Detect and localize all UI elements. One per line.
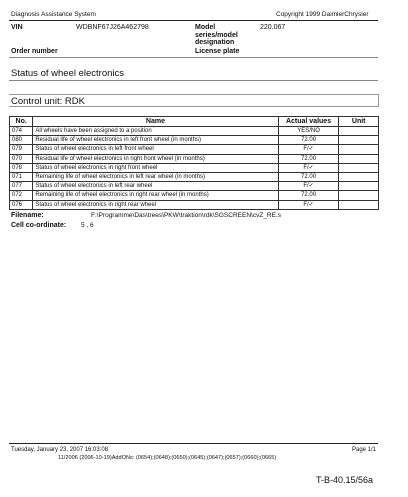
- row-actual-value: F/✓: [278, 145, 339, 154]
- row-unit: [339, 163, 379, 172]
- row-number: 078: [10, 163, 33, 172]
- row-actual-value: F/✓: [278, 163, 339, 172]
- table-row: [10, 200, 379, 209]
- row-actual-value: F/✓: [278, 182, 339, 191]
- row-number: 072: [10, 191, 33, 200]
- cell-coordinate-value: 5 , 6: [81, 222, 94, 229]
- status-title: Status of wheel electronics: [11, 68, 125, 79]
- table-row: [10, 182, 379, 191]
- row-unit: [339, 191, 379, 200]
- table-row: [10, 154, 379, 163]
- table-row: [10, 145, 379, 154]
- values-table: [9, 116, 379, 210]
- order-number-label: Order number: [11, 48, 58, 55]
- status-divider: [9, 80, 378, 81]
- column-header-no: No.: [10, 117, 33, 127]
- row-name: Status of wheel electronics in right front wheel: [33, 163, 278, 172]
- row-actual-value: F/✓: [278, 200, 339, 209]
- row-actual-value: 72.00: [278, 191, 339, 200]
- vin-label: VIN: [11, 24, 23, 31]
- row-name: Status of wheel electronics in right rear wheel: [33, 200, 278, 209]
- header-divider: [9, 20, 378, 21]
- footer-divider: [9, 443, 378, 444]
- row-name: Remaining life of wheel electronics in left rear wheel (in months): [33, 172, 278, 181]
- row-name: Status of wheel electronics in left rear wheel: [33, 182, 278, 191]
- filename-label: Filename:: [11, 212, 44, 219]
- row-unit: [339, 145, 379, 154]
- table-row: [10, 163, 379, 172]
- row-unit: [339, 200, 379, 209]
- column-header-unit: Unit: [339, 117, 379, 127]
- vehicle-divider: [9, 57, 378, 58]
- row-unit: [339, 127, 379, 136]
- control-unit-title: Control unit: RDK: [11, 96, 85, 107]
- model-value: 220.067: [260, 24, 286, 31]
- row-name: Residual life of wheel electronics in right front wheel (in months): [33, 154, 278, 163]
- row-number: 077: [10, 182, 33, 191]
- row-number: 080: [10, 136, 33, 145]
- row-name: All wheels have been assigned to a position: [33, 127, 278, 136]
- column-header-actual-values: Actual values: [278, 117, 339, 127]
- table-header-row: [10, 117, 379, 127]
- column-header-name: Name: [33, 117, 278, 127]
- row-actual-value: 72.00: [278, 154, 339, 163]
- table-row: [10, 127, 379, 136]
- cell-coordinate-label: Cell co-ordinate:: [11, 222, 67, 229]
- row-unit: [339, 136, 379, 145]
- row-number: 070: [10, 154, 33, 163]
- row-actual-value: 72.00: [278, 136, 339, 145]
- table-row: [10, 191, 379, 200]
- row-number: 074: [10, 127, 33, 136]
- row-name: Residual life of wheel electronics in left front wheel (in months): [33, 136, 278, 145]
- row-number: 076: [10, 200, 33, 209]
- row-name: Remaining life of wheel electronics in right rear wheel (in months): [33, 191, 278, 200]
- table-row: [10, 136, 379, 145]
- version-info: 11/2006 (2006-10-19)AddONs: (0654);(0648);(0650);(0645);(0647);(0657);(0660);(0665): [58, 455, 277, 461]
- row-unit: [339, 154, 379, 163]
- model-label: Model series/model designation: [195, 24, 238, 46]
- row-name: Status of wheel electronics in left front wheel: [33, 145, 278, 154]
- row-unit: [339, 182, 379, 191]
- license-plate-label: License plate: [195, 48, 240, 55]
- row-number: 071: [10, 172, 33, 181]
- table-row: [10, 172, 379, 181]
- filename-value: F:\Programme\Das\trees\PKW\traktion\rdk\SGSCREEN\cvZ_RE.s: [91, 212, 281, 219]
- row-unit: [339, 172, 379, 181]
- app-name: Diagnosis Assistance System: [11, 11, 96, 18]
- print-date: Tuesday, January 23, 2007 16:03:08: [11, 447, 109, 453]
- row-actual-value: 72.00: [278, 172, 339, 181]
- row-actual-value: YES/NO: [278, 127, 339, 136]
- vin-value: WDBNF67J26A462798: [76, 24, 149, 31]
- copyright-text: Copyright 1999 DaimlerChrysler: [276, 11, 369, 18]
- page-number: Page 1/1: [352, 447, 377, 453]
- document-reference: T-B-40.15/56a: [316, 475, 374, 485]
- row-number: 079: [10, 145, 33, 154]
